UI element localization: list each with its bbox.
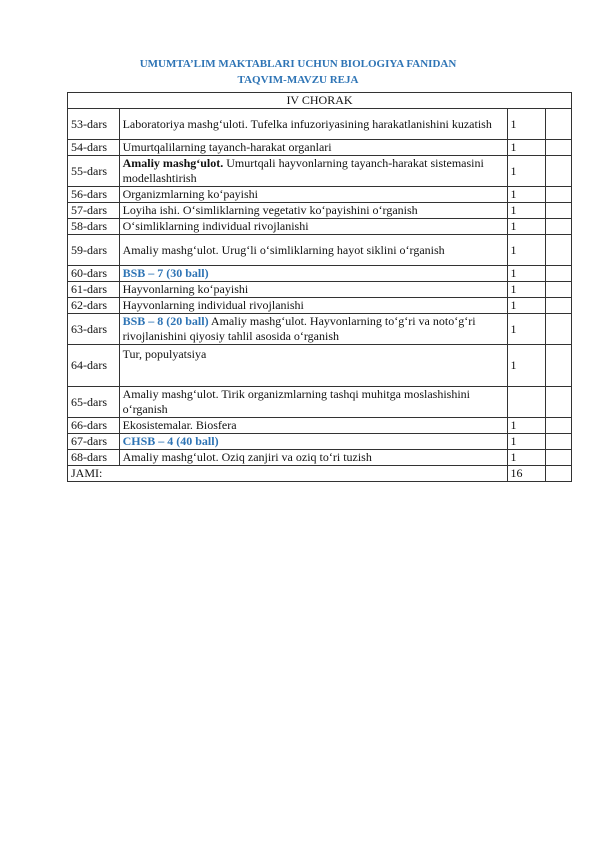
empty-cell (546, 187, 572, 203)
empty-cell (546, 282, 572, 298)
empty-cell (546, 235, 572, 266)
total-label: JAMI: (68, 466, 508, 482)
lesson-topic (119, 314, 507, 345)
lesson-topic (119, 203, 507, 219)
quarter-header-row (68, 93, 572, 109)
lesson-topic (119, 418, 507, 434)
topic-text: Umurtqali hayvonlarning tayanch-harakat sistemasini modellashtirish (122, 156, 484, 185)
table-row (68, 298, 572, 314)
assessment-label: BSB – 7 (30 ball) (122, 266, 209, 280)
quarter-header: IV CHORAK (68, 93, 572, 109)
lesson-number: 59-dars (68, 235, 120, 266)
empty-cell (546, 203, 572, 219)
lesson-plan-table (67, 92, 572, 482)
topic-text: Organizmlarning ko‘payishi (122, 187, 258, 201)
lesson-hours: 1 (507, 282, 546, 298)
table-row (68, 203, 572, 219)
empty-cell (546, 266, 572, 282)
lesson-hours: 1 (507, 235, 546, 266)
topic-text: Laboratoriya mashg‘uloti. Tufelka infuzoriyasining harakatlanishini kuzatish (122, 116, 492, 131)
lesson-number: 67-dars (68, 434, 120, 450)
title-line-1: UMUMTA’LIM MAKTABLARI UCHUN BIOLOGIYA FANIDAN (139, 58, 457, 70)
lesson-hours: 1 (507, 450, 546, 466)
topic-text: Amaliy mashg‘ulot. Oziq zanjiri va oziq to‘ri tuzish (122, 450, 372, 464)
lesson-number: 63-dars (68, 314, 120, 345)
table-row (68, 282, 572, 298)
topic-text: Hayvonlarning individual rivojlanishi (122, 298, 304, 312)
lesson-topic (119, 235, 507, 266)
total-row (68, 466, 572, 482)
table-row (68, 418, 572, 434)
topic-bold-prefix: Amaliy mashg‘ulot. (122, 156, 224, 170)
lesson-topic (119, 109, 507, 140)
lesson-topic (119, 156, 507, 187)
lesson-hours: 1 (507, 219, 546, 235)
empty-cell (546, 418, 572, 434)
empty-cell (546, 219, 572, 235)
lesson-hours: 1 (507, 140, 546, 156)
table-row (68, 156, 572, 187)
empty-cell (546, 314, 572, 345)
lesson-hours: 1 (507, 203, 546, 219)
lesson-hours: 1 (507, 298, 546, 314)
lesson-hours: 1 (507, 109, 546, 140)
lesson-topic (119, 282, 507, 298)
lesson-number: 68-dars (68, 450, 120, 466)
lesson-number: 56-dars (68, 187, 120, 203)
lesson-number: 64-dars (68, 345, 120, 387)
table-row (68, 345, 572, 387)
lesson-hours: 1 (507, 156, 546, 187)
lesson-topic (119, 266, 507, 282)
empty-cell (546, 109, 572, 140)
lesson-number: 53-dars (68, 109, 120, 140)
empty-cell (546, 387, 572, 418)
lesson-number: 60-dars (68, 266, 120, 282)
lesson-hours: 1 (507, 434, 546, 450)
table-row (68, 314, 572, 345)
lesson-hours: 1 (507, 418, 546, 434)
table-row (68, 187, 572, 203)
empty-cell (546, 156, 572, 187)
lesson-topic (119, 187, 507, 203)
table-row (68, 387, 572, 418)
empty-cell (546, 450, 572, 466)
lesson-number: 58-dars (68, 219, 120, 235)
total-hours: 16 (507, 466, 546, 482)
lesson-number: 55-dars (68, 156, 120, 187)
lesson-hours: 1 (507, 187, 546, 203)
title-line-2: TAQVIM-MAVZU REJA (237, 74, 359, 86)
topic-text: Amaliy mashg‘ulot. Tirik organizmlarning tashqi muhitga moslashishini o‘rganish (122, 387, 471, 416)
lesson-number: 62-dars (68, 298, 120, 314)
topic-text: Hayvonlarning ko‘payishi (122, 282, 249, 296)
lesson-hours: 1 (507, 345, 546, 387)
topic-text: Umurtqalilarning tayanch-harakat organlari (122, 140, 332, 154)
topic-text: Amaliy mashg‘ulot. Urug‘li o‘simliklarning hayot siklini o‘rganish (122, 242, 445, 257)
lesson-number: 65-dars (68, 387, 120, 418)
lesson-topic (119, 140, 507, 156)
lesson-topic (119, 434, 507, 450)
empty-cell (546, 466, 572, 482)
lesson-topic (119, 387, 507, 418)
lesson-hours: 1 (507, 314, 546, 345)
assessment-label: BSB – 8 (20 ball) (122, 314, 209, 328)
lesson-number: 66-dars (68, 418, 120, 434)
topic-text: Loyiha ishi. O‘simliklarning vegetativ ko‘payishini o‘rganish (122, 203, 418, 217)
table-row (68, 450, 572, 466)
empty-cell (546, 140, 572, 156)
empty-cell (546, 434, 572, 450)
empty-cell (546, 298, 572, 314)
lesson-hours: 1 (507, 266, 546, 282)
topic-text: Tur, populyatsiya (122, 347, 207, 361)
lesson-number: 61-dars (68, 282, 120, 298)
table-row (68, 434, 572, 450)
lesson-topic (119, 345, 507, 387)
lesson-number: 54-dars (68, 140, 120, 156)
table-row (68, 140, 572, 156)
lesson-hours (507, 387, 546, 418)
assessment-label: CHSB – 4 (40 ball) (122, 434, 219, 448)
lesson-topic (119, 450, 507, 466)
table-row (68, 109, 572, 140)
lesson-topic (119, 298, 507, 314)
lesson-number: 57-dars (68, 203, 120, 219)
table-row (68, 266, 572, 282)
empty-cell (546, 345, 572, 387)
table-row (68, 219, 572, 235)
topic-text: Ekosistemalar. Biosfera (122, 418, 237, 432)
table-row (68, 235, 572, 266)
lesson-topic (119, 219, 507, 235)
topic-text: O‘simliklarning individual rivojlanishi (122, 219, 309, 233)
document-title (0, 56, 596, 88)
topic-text: Amaliy mashg‘ulot. Hayvonlarning to‘g‘ri va noto‘g‘ri rivojlanishini qiyosiy tahlil asosida o‘rganish (122, 314, 476, 343)
